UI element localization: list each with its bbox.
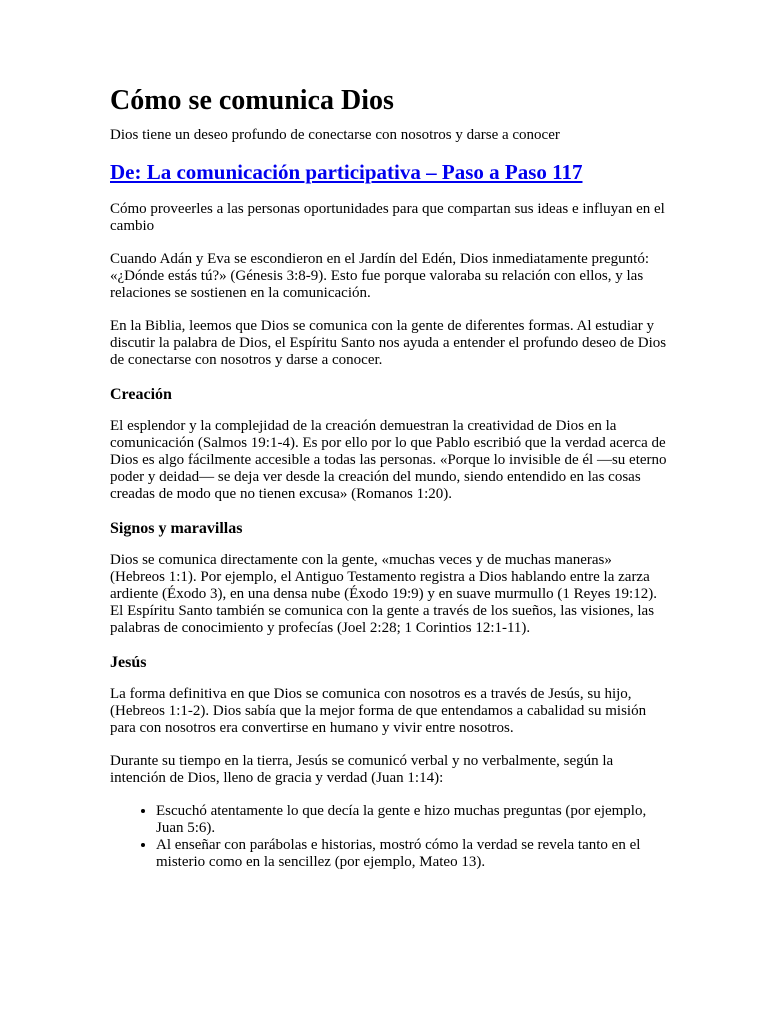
page-title: Cómo se comunica Dios (110, 85, 394, 116)
section-heading-creacion: Creación (110, 385, 172, 403)
list-item: • Escuchó atentamente lo que decía la gente e hizo muchas preguntas (por ejemplo, Juan 5:6). (156, 803, 668, 837)
intro-paragraph: En la Biblia, leemos que Dios se comunica con la gente de diferentes formas. Al estudiar y discutir la palabra de Dios, el Espíritu Santo nos ayuda a entender el profundo deseo de Dios de conectarse con nosotros y darse a conocer. (110, 317, 667, 368)
section-paragraph: La forma definitiva en que Dios se comunica con nosotros es a través de Jesús, su hijo, (Hebreos 1:1-2). Dios sabía que la mejor forma de que entendamos a cabalidad su misión para con nosotros era convertirse en humano y vivir entre nosotros. (110, 685, 647, 736)
section-heading-jesus: Jesús (110, 653, 147, 671)
section-paragraph: El esplendor y la complejidad de la creación demuestran la creatividad de Dios en la comunicación (Salmos 19:1-4). Es por ello por lo que Pablo escribió que la verdad acerca de Dios es algo fácilmente accesible a todas las personas. «Porque lo invisible de él —su eterno poder y deidad— se deja ver desde la creación del mundo, siendo entendido en las cosas creadas de modo que no tienen excusa» (Romanos 1:20). (110, 417, 667, 502)
section-paragraph: Dios se comunica directamente con la gente, «muchas veces y de muchas maneras» (Hebreos 1:1). Por ejemplo, el Antiguo Testamento registra a Dios hablando entre la zarza ardiente (Éxodo 3), en una densa nube (Éxodo 19:9) y en suave murmullo (1 Reyes 19:12). El Espíritu Santo también se comunica con la gente a través de los sueños, las visiones, las palabras de conocimiento y profecías (Joel 2:28; 1 Corintios 12:1-11). (110, 551, 657, 636)
source-link[interactable]: De: La comunicación participativa – Paso a Paso 117 (110, 159, 583, 184)
subtitle: Dios tiene un deseo profundo de conectarse con nosotros y darse a conocer (110, 126, 560, 143)
source-heading (110, 160, 668, 185)
intro-paragraph: Cuando Adán y Eva se escondieron en el Jardín del Edén, Dios inmediatamente preguntó: «¿Dónde estás tú?» (Génesis 3:8-9). Esto fue porque valoraba su relación con ellos, y las relaciones se sostienen en la comunicación. (110, 250, 650, 301)
intro-paragraph: Cómo proveerles a las personas oportunidades para que compartan sus ideas e influyan en el cambio (110, 200, 665, 234)
section-heading-signos: Signos y maravillas (110, 519, 243, 537)
bullet-list (110, 803, 668, 871)
list-item: • Al enseñar con parábolas e historias, mostró cómo la verdad se revela tanto en el misterio como en la sencillez (por ejemplo, Mateo 13). (156, 837, 668, 871)
section-paragraph: Durante su tiempo en la tierra, Jesús se comunicó verbal y no verbalmente, según la intención de Dios, lleno de gracia y verdad (Juan 1:14): (110, 752, 614, 786)
